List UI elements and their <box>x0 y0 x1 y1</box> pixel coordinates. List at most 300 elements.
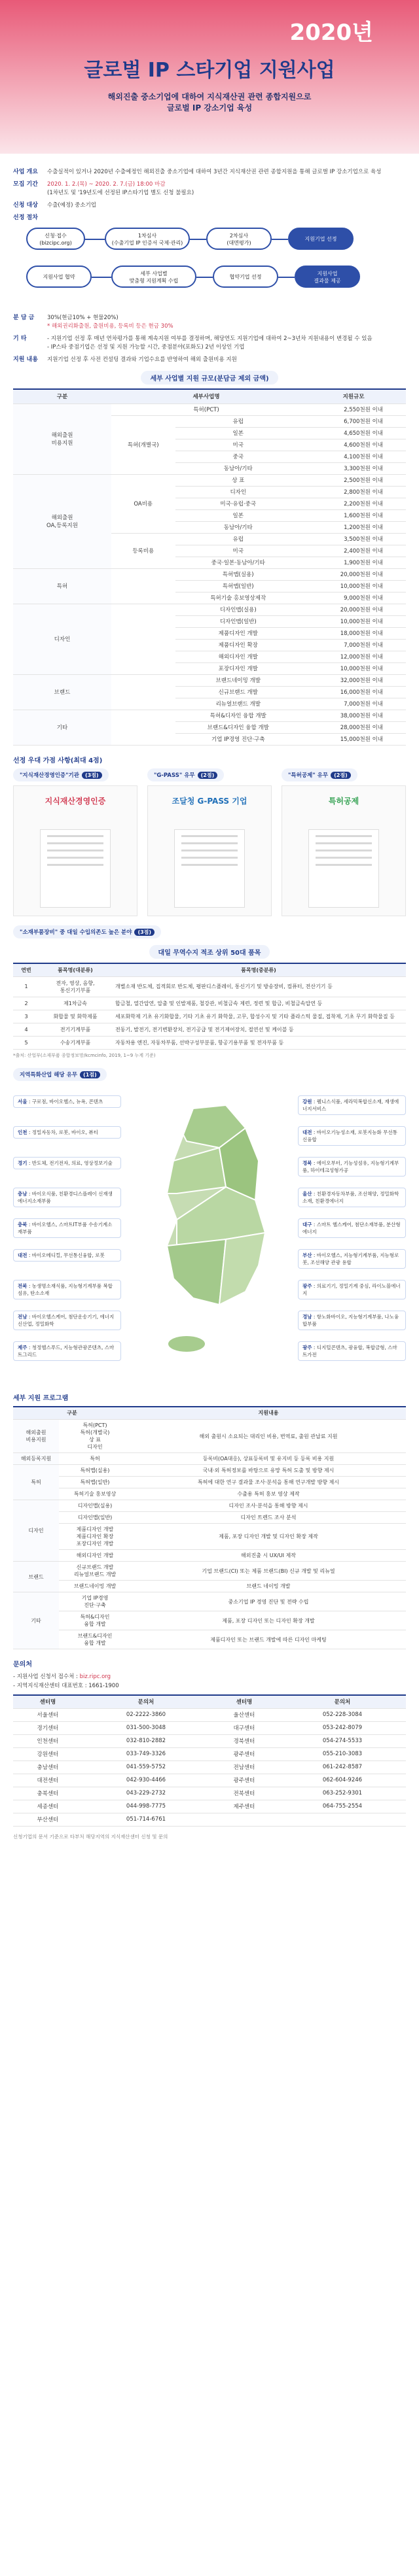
table-row <box>13 1721 406 1734</box>
category-cell: 해외출원 OA,등록지원 <box>13 474 111 568</box>
program-cell: 기업 IP경영 진단·구축 <box>175 733 301 745</box>
region-label-left: 충북 : 바이오헬스, 스마트IT부품 수송기계소재부품 <box>13 1218 121 1238</box>
program-name-cell: 제품디자인 개발 제품디자인 확장 포장디자인 개발 <box>59 1524 131 1550</box>
info-row <box>13 201 406 210</box>
table-row <box>13 1734 406 1747</box>
support-program-body <box>13 1420 406 1649</box>
region-name: 대전 <box>302 1129 312 1135</box>
region-label-right: 대전 : 바이오기능성소재, 로봇지능화 무선통신융합 <box>298 1126 406 1146</box>
program-name-cell: 특허&디자인 융합 개발 <box>59 1611 131 1630</box>
program-cell: 중국·일본·동남아/기타 <box>175 557 301 568</box>
region-label-left: 경기 : 반도체, 전기전자, 의료, 영상정보기술 <box>13 1157 121 1169</box>
bonus-org-card <box>13 768 137 916</box>
region-industries: 디지털콘텐츠, 광융합, 복합금형, 스마트가전 <box>302 1344 397 1358</box>
center-name-cell: 전북센터 <box>210 1787 279 1800</box>
table-row <box>13 1036 406 1049</box>
program-name-cell: 특허기술 홍보영상 <box>59 1488 131 1500</box>
table-row <box>13 1708 406 1721</box>
table-row <box>13 1787 406 1800</box>
program-cell: 중국 <box>175 451 301 462</box>
program-category-cell: 해외출원 비용지원 <box>13 1420 59 1453</box>
program-desc-cell: 기업 브랜드(CI) 또는 제품 브랜드(BI) 신규 개발 및 리뉴얼 <box>131 1562 406 1581</box>
table-row <box>13 1550 406 1562</box>
bonus-orgs <box>0 768 419 916</box>
center-phone-cell: 042-930-4466 <box>82 1774 210 1787</box>
table-row <box>13 1488 406 1500</box>
hero-sub-line1: 해외진출 중소기업에 대하여 지식재산권 관련 종합지원으로 <box>107 92 312 101</box>
table-row <box>13 1813 406 1826</box>
table-header: 지원규모 <box>301 389 406 404</box>
program-cell: 유럽 <box>175 415 301 427</box>
center-name-cell: 경기센터 <box>13 1721 82 1734</box>
region-label-left: 전북 : 농생명소재식품, 지능형기계부품 복합섬유, 탄소소재 <box>13 1280 121 1299</box>
region-industries: 스마트 헬스케어, 첨단소재부품, 분산형에너지 <box>302 1221 401 1235</box>
table-header: 연번 <box>13 963 39 977</box>
center-name-cell: 울산센터 <box>210 1708 279 1721</box>
regional-map-section <box>13 1089 406 1383</box>
selection-flow <box>13 226 406 310</box>
flow-arrow <box>92 277 111 278</box>
region-label-left: 대전 : 바이오메디컬, 무선통신융합, 로봇 <box>13 1249 121 1262</box>
center-name-cell: 부산센터 <box>13 1813 82 1826</box>
amount-cell: 9,000천원 이내 <box>301 592 406 604</box>
amount-cell: 12,000천원 이내 <box>301 651 406 662</box>
table-header: 품목명(대분류) <box>39 963 111 977</box>
flow-step <box>288 228 354 250</box>
info-text <box>47 335 406 352</box>
region-label-left: 서울 : 구로점, 바이오헬스, 뉴욕, 콘텐츠 <box>13 1095 121 1108</box>
center-name-cell: 충남센터 <box>13 1760 82 1774</box>
region-name: 강원 <box>302 1098 312 1105</box>
row-number-cell: 5 <box>13 1036 39 1049</box>
program-desc-cell: 제품디자인 또는 브랜드 개발에 따른 디자인 마케팅 <box>131 1630 406 1649</box>
region-industries: 구로점, 바이오헬스, 뉴욕, 콘텐츠 <box>31 1098 103 1105</box>
flow-step <box>26 228 85 250</box>
region-name: 경북 <box>302 1159 312 1166</box>
flow-arrow <box>85 239 105 240</box>
flow-step <box>111 266 196 288</box>
info-label: 지원 내용 <box>13 356 38 363</box>
info-label: 기 타 <box>13 335 27 342</box>
program-desc-cell: 중소기업 IP 경영 진단 및 전략 수립 <box>131 1592 406 1611</box>
info-label: 사업 개요 <box>13 169 38 175</box>
materials-tag <box>13 925 161 938</box>
support-program-table <box>13 1406 406 1650</box>
flow-arrow <box>272 239 288 240</box>
table-row <box>13 604 406 615</box>
info-text <box>47 214 406 222</box>
support-scale-heading <box>0 371 419 385</box>
flow-step-label: 신청·접수 (bizcipc.org) <box>39 233 72 246</box>
region-industries: 의료기기, 정밀기계 중심, 라이노블에너지 <box>302 1282 401 1296</box>
hero-year: 2020년 <box>289 20 373 46</box>
program-cell: 일본 <box>175 509 301 521</box>
minor-category-cell: 합금철, 열간압연, 압출 및 인발제품, 철강관, 비철금속 제련, 정련 및 합금, 비철금속압연 등 <box>111 997 406 1010</box>
program-name-cell: 신규브랜드 개발 리뉴얼브랜드 개발 <box>59 1562 131 1581</box>
bonus-org-tag-label: "지식재산경영인증"기관 <box>20 772 79 779</box>
program-name-cell: 특허(PCT) 특허(개별국) 상 표 디자인 <box>59 1420 131 1453</box>
region-name: 대전 <box>18 1252 27 1258</box>
flow-step-label: 세부 사업별 맞춤형 지원계획 수립 <box>129 271 179 284</box>
center-name-cell: 충북센터 <box>13 1787 82 1800</box>
program-cell: 특허기술 홍보영상제작 <box>175 592 301 604</box>
bonus-org-tag <box>147 768 224 781</box>
program-cell: 상 표 <box>175 474 301 486</box>
amount-cell: 7,000천원 이내 <box>301 639 406 651</box>
materials-body <box>13 976 406 1049</box>
bonus-points-badge: (2점) <box>331 772 351 779</box>
table-header: 구분 <box>13 389 111 404</box>
support-scale-body <box>13 404 406 745</box>
region-label-left: 인천 : 정밀자동차, 로봇, 바이오, 뷰티 <box>13 1126 121 1139</box>
region-industries: 바이오메디컬, 무선통신융합, 로봇 <box>31 1252 105 1258</box>
table-header: 품목명(중분류) <box>111 963 406 977</box>
major-category-cell: 제1차금속 <box>39 997 111 1010</box>
region-name: 경기 <box>18 1159 27 1166</box>
center-phone-cell: 041-559-5752 <box>82 1760 210 1774</box>
table-header-row <box>13 389 406 404</box>
flow-step <box>213 266 278 288</box>
amount-cell: 10,000천원 이내 <box>301 580 406 592</box>
category-cell: 브랜드 <box>13 674 111 710</box>
region-label-left: 충남 : 바이오식품, 친환경디스플레이 신재생에너지소재부품 <box>13 1188 121 1207</box>
info-label: 신청 대상 <box>13 202 38 209</box>
bonus-points-title: 선정 우대 가점 사항(최대 4점) <box>13 757 103 764</box>
hero-sub-line2: 글로벌 IP 강소기업 육성 <box>166 103 253 112</box>
regional-tag-row <box>13 1068 406 1085</box>
row-number-cell: 3 <box>13 1010 39 1023</box>
certificate-image <box>174 829 245 908</box>
table-row <box>13 1581 406 1592</box>
bonus-org-tag-label: "특허공제" 유무 <box>288 772 329 779</box>
table-row <box>13 1477 406 1488</box>
region-industries: 바이오식품, 친환경디스플레이 신재생에너지소재부품 <box>18 1190 113 1204</box>
program-desc-cell: 국내·외 특허정보를 바탕으로 유망 특허 도출 및 방향 제시 <box>131 1465 406 1477</box>
program-category-cell: 디자인 <box>13 1500 59 1562</box>
info-row <box>13 180 406 197</box>
bonus-org-tag-label: "G-PASS" 유무 <box>154 772 195 779</box>
region-industries: 반도체, 전기전자, 의료, 영상정보기술 <box>31 1159 113 1166</box>
region-industries: 정밀자동차, 로봇, 바이오, 뷰티 <box>31 1129 99 1135</box>
program-cell: 제품디자인 확장 <box>175 639 301 651</box>
flow-step-label: 1차심사 (수출기업 IP 인증서 국제·관리) <box>111 233 183 246</box>
category-cell: 특허 <box>13 568 111 604</box>
program-cell: 동남아/기타 <box>175 521 301 533</box>
region-label-right: 대구 : 스마트 헬스케어, 첨단소재부품, 분산형에너지 <box>298 1218 406 1238</box>
deadline-note: (1차년도 및 '19년도에 선정된 IP스타기업 별도 신청 불필요) <box>47 190 194 196</box>
program-cell: 브랜드&디자인 융합 개발 <box>175 721 301 733</box>
deadline-text: 2020. 1. 2.(목) ~ 2020. 2. 7.(금) 18:00 마감 <box>47 181 166 188</box>
table-header: 문의처 <box>82 1695 210 1708</box>
region-industries: 바이오기능성소재, 로봇지능화 무선통신융합 <box>302 1129 397 1142</box>
center-name-cell: 서울센터 <box>13 1708 82 1721</box>
program-name-cell: 디자인맵(실용) <box>59 1500 131 1512</box>
program-cell: 디자인맵(일반) <box>175 615 301 627</box>
program-desc-cell: 수출용 특허 홍보 영상 제작 <box>131 1488 406 1500</box>
subcategory-cell <box>111 674 175 710</box>
info-label: 선정 절차 <box>13 215 38 221</box>
center-name-cell: 제주센터 <box>210 1800 279 1813</box>
region-name: 대구 <box>302 1221 312 1228</box>
region-name: 전북 <box>18 1282 27 1289</box>
program-cell: 유럽 <box>175 533 301 545</box>
amount-cell: 3,500천원 이내 <box>301 533 406 545</box>
program-desc-cell: 해외 출원시 소요되는 대리인 비용, 번역료, 출원 관납료 지원 <box>131 1420 406 1453</box>
program-desc-cell: 제품, 포장 디자인 또는 디자인 확장 개발 <box>131 1611 406 1630</box>
info-label: 모집 기간 <box>13 181 38 188</box>
bonus-org-card <box>282 768 406 916</box>
bonus-points-badge: (2점) <box>198 772 218 779</box>
region-industries: 바이오헬스, 스마트IT부품 수송기계소재부품 <box>18 1221 113 1235</box>
region-industries: 바이오헬스, 지능형기계부품, 지능형로봇, 조선해양 관광 용합 <box>302 1252 399 1265</box>
region-name: 충남 <box>18 1190 27 1197</box>
minor-category-cell: 자동차용 엔진, 자동차부품, 선박구성부분품, 항공기용부품 및 전자부품 등 <box>111 1036 406 1049</box>
center-name-cell: 세종센터 <box>13 1800 82 1813</box>
center-name-cell: 대전센터 <box>13 1774 82 1787</box>
region-label-right: 경남 : 항노화바이오, 지능형기계부품, 나노융합부품 <box>298 1311 406 1330</box>
certificate-image <box>40 829 111 908</box>
row-number-cell: 4 <box>13 1023 39 1036</box>
minor-category-cell: 전동기, 발전기, 전기변환장치, 전기공급 및 전기제어장치, 절연선 및 케이블 등 <box>111 1023 406 1036</box>
amount-cell: 2,800천원 이내 <box>301 486 406 498</box>
center-phone-cell: 053-242-8079 <box>279 1721 406 1734</box>
program-cell: 특허&디자인 융합 개발 <box>175 710 301 721</box>
region-industries: 에이오부터, 기능성섬유, 지능형기계부품, 하이테크성형가공 <box>302 1159 399 1173</box>
program-category-cell: 브랜드 <box>13 1562 59 1592</box>
flow-arrow <box>278 277 295 278</box>
region-name: 충북 <box>18 1221 27 1228</box>
center-name-cell: 전남센터 <box>210 1760 279 1774</box>
hero-subtitle <box>0 92 419 114</box>
table-row <box>13 1010 406 1023</box>
flow-step <box>206 228 272 250</box>
regional-tag <box>13 1068 107 1081</box>
bonus-points-badge: (3점) <box>134 929 155 936</box>
amount-cell: 1,600천원 이내 <box>301 509 406 521</box>
table-row <box>13 404 406 415</box>
amount-cell: 2,500천원 이내 <box>301 474 406 486</box>
center-name-cell: 인천센터 <box>13 1734 82 1747</box>
info-row <box>13 214 406 222</box>
region-name: 광주 <box>302 1344 312 1350</box>
program-cell: 미국 <box>175 545 301 557</box>
program-desc-cell: 디자인 조사·분석을 통해 방향 제시 <box>131 1500 406 1512</box>
region-industries: 농생명소재식품, 지능형기계부품 복합섬유, 탄소소재 <box>18 1282 113 1296</box>
center-name-cell <box>210 1813 279 1826</box>
table-row <box>13 1465 406 1477</box>
subcategory-cell <box>111 604 175 674</box>
regional-tag-label: 지역특화산업 해당 유무 <box>20 1071 78 1078</box>
table-row <box>13 1500 406 1512</box>
table-header: 지원내용 <box>131 1407 406 1420</box>
materials-source-note: *출처: 산업부(소재부품 종합정보망/kcmcinfo, 2019, 1~9 누계 기준) <box>13 1052 156 1058</box>
table-row <box>13 474 406 486</box>
support-program-title: 세부 지원 프로그램 <box>13 1394 69 1402</box>
center-name-cell: 강원센터 <box>13 1747 82 1760</box>
table-header-row <box>13 1407 406 1420</box>
amount-cell: 38,000천원 이내 <box>301 710 406 721</box>
korea-map <box>147 1102 278 1364</box>
program-cell: 동남아/기타 <box>175 462 301 474</box>
amount-cell: 2,400천원 이내 <box>301 545 406 557</box>
center-phone-cell: 064-755-2554 <box>279 1800 406 1813</box>
region-label-right: 경북 : 에이오부터, 기능성섬유, 지능형기계부품, 하이테크성형가공 <box>298 1157 406 1176</box>
info-row <box>13 335 406 352</box>
minor-category-cell: 세포화학제 기초 유기화합물, 기타 기초 유기 화학물, 고무, 합성수지 및 기타 플라스틱 물질, 접착제, 기초 무기 화학물질 등 <box>111 1010 406 1023</box>
share-text: 30%(현금10% + 현물20%) <box>47 315 118 321</box>
flow-step-label: 지원사업 협약 <box>43 274 75 280</box>
center-name-cell: 경북센터 <box>210 1734 279 1747</box>
amount-cell: 18,000천원 이내 <box>301 627 406 639</box>
program-cell: 특허맵(실용) <box>175 568 301 580</box>
program-name-cell: 특허맵(실용) <box>59 1465 131 1477</box>
table-header: 문의처 <box>279 1695 406 1708</box>
amount-cell: 7,000천원 이내 <box>301 698 406 710</box>
center-phone-cell: 032-810-2882 <box>82 1734 210 1747</box>
region-name: 인천 <box>18 1129 27 1135</box>
region-label-right: 광주 : 의료기기, 정밀기계 중심, 라이노블에너지 <box>298 1280 406 1299</box>
gpass-logo: 조달청 G-PASS 기업 <box>172 796 247 806</box>
info-text <box>47 314 406 331</box>
amount-cell: 1,900천원 이내 <box>301 557 406 568</box>
region-industries: 친환경자동차부품, 조선해양, 정밀화학소재, 친환경에너지 <box>302 1190 399 1204</box>
region-label-right: 광주 : 디지털콘텐츠, 광융합, 복합금형, 스마트가전 <box>298 1341 406 1361</box>
region-label-right: 강원 : 웰니스식품, 세라믹복합신소재, 재생에너지서비스 <box>298 1095 406 1115</box>
region-label-left: 전남 : 바이오헬스케어, 첨단운송기기, 에너지신산업, 정밀화학 <box>13 1311 121 1330</box>
flow-step-label: 지원기업 선정 <box>304 236 337 242</box>
info-text: 지원기업 선정 후 사전 컨설팅 결과와 기업수요를 반영하여 해외 출원비용 지원 <box>47 356 237 363</box>
program-desc-cell: 등록비(OA대응), 상표등록비 및 유지비 등 등록 비용 지원 <box>131 1453 406 1465</box>
region-label-left: 제주 : 청정헬스푸드, 지능형관광콘텐츠, 스마트그리드 <box>13 1341 121 1361</box>
program-cell: 포장디자인 개발 <box>175 662 301 674</box>
program-name-cell: 특허 <box>59 1453 131 1465</box>
centers-body <box>13 1708 406 1826</box>
category-cell: 기타 <box>13 710 111 745</box>
share-note: * 해외권리화출원, 출원비용, 등록비 등은 현금 30% <box>47 323 173 330</box>
section-title: 세부 사업별 지원 규모(분담금 제외 금액) <box>141 371 278 385</box>
bonus-org-card <box>147 768 272 916</box>
center-phone-cell: 061-242-8587 <box>279 1760 406 1774</box>
region-label-right: 부산 : 바이오헬스, 지능형기계부품, 지능형로봇, 조선해양 관광 용합 <box>298 1249 406 1269</box>
info-row <box>13 356 406 364</box>
program-cell: 신규브랜드 개발 <box>175 686 301 698</box>
region-name: 경남 <box>302 1313 312 1320</box>
table-row <box>13 1420 406 1453</box>
center-phone-cell: 054-274-5533 <box>279 1734 406 1747</box>
center-phone-cell: 051-714-6761 <box>82 1813 210 1826</box>
center-phone-cell: 033-749-3326 <box>82 1747 210 1760</box>
amount-cell: 28,000천원 이내 <box>301 721 406 733</box>
amount-cell: 4,650천원 이내 <box>301 427 406 439</box>
section-title: 대일 무역수지 적조 상위 50대 품목 <box>149 945 270 959</box>
center-phone-cell: 043-229-2732 <box>82 1787 210 1800</box>
program-cell: 디자인 <box>175 486 301 498</box>
flow-step <box>295 266 360 288</box>
flow-step <box>26 266 92 288</box>
table-row <box>13 1611 406 1630</box>
table-row <box>13 568 406 580</box>
program-name-cell: 브랜드네이밍 개발 <box>59 1581 131 1592</box>
amount-cell: 16,000천원 이내 <box>301 686 406 698</box>
table-header: 구분 <box>13 1407 131 1420</box>
etc-text: - 지원기업 선정 후 매년 연차평가를 통해 계속지원 여부를 결정하며, 해당연도 지원기업에 대하여 2~3년차 지원내용이 변경될 수 있음 <box>47 335 373 342</box>
table-row <box>13 1524 406 1550</box>
center-phone-cell: 052-228-3084 <box>279 1708 406 1721</box>
category-cell: 해외출원 비용지원 <box>13 404 111 474</box>
center-name-cell: 광주센터 <box>210 1774 279 1787</box>
info-row <box>13 168 406 177</box>
table-row <box>13 1453 406 1465</box>
subcategory-cell: 등록비용 <box>111 533 175 568</box>
program-cell: 일본 <box>175 427 301 439</box>
program-desc-cell: 해외진출 시 UX/UI 제작 <box>131 1550 406 1562</box>
application-link[interactable]: biz.ripc.org <box>79 1674 111 1680</box>
footnote: 신청기업의 문서 기준으로 타부처 해당지역의 지식재산센터 신청 및 문의 <box>13 1833 168 1840</box>
ip-management-logo: 지식재산경영인증 <box>45 796 106 806</box>
materials-table-wrap <box>0 963 419 1059</box>
program-name-cell: 브랜드&디자인 융합 개발 <box>59 1630 131 1649</box>
amount-cell: 1,200천원 이내 <box>301 521 406 533</box>
subcategory-cell <box>111 568 175 604</box>
program-category-cell: 기타 <box>13 1592 59 1649</box>
table-header: 세부사업명 <box>111 389 301 404</box>
info-label: 분 담 금 <box>13 315 35 321</box>
info-text <box>47 180 406 197</box>
bonus-org-box <box>147 785 272 916</box>
region-industries: 웰니스식품, 세라믹복합신소재, 재생에너지서비스 <box>302 1098 399 1112</box>
certificate-image <box>308 829 379 908</box>
amount-cell: 20,000천원 이내 <box>301 604 406 615</box>
program-desc-cell: 제품, 포장 디자인 개발 및 디자인 확장 제작 <box>131 1524 406 1550</box>
table-header-row <box>13 1695 406 1708</box>
amount-cell: 15,000천원 이내 <box>301 733 406 745</box>
info-text: 수출실적이 있거나 2020년 수출예정인 해외진출 중소기업에 대하여 3년간 지식재산권 관련 종합지원을 통해 글로벌 IP 강소기업으로 육성 <box>47 169 382 175</box>
amount-cell: 4,600천원 이내 <box>301 439 406 451</box>
region-name: 전남 <box>18 1313 27 1320</box>
amount-cell: 6,700천원 이내 <box>301 415 406 427</box>
program-category-cell: 특허 <box>13 1465 59 1500</box>
flow-step-label: 협약기업 선정 <box>229 274 262 280</box>
table-row <box>13 1023 406 1036</box>
table-row <box>13 1592 406 1611</box>
flow-step-label: 2차심사 (대면평가) <box>227 233 251 246</box>
table-row <box>13 997 406 1010</box>
region-name: 제주 <box>18 1344 27 1350</box>
centers-table-wrap <box>0 1694 419 1827</box>
amount-cell: 2,550천원 이내 <box>301 404 406 415</box>
center-phone-cell: 062-604-9246 <box>279 1774 406 1787</box>
subcategory-cell: OA비용 <box>111 474 175 533</box>
contact-line <box>13 1672 406 1681</box>
program-cell: 해외디자인 개발 <box>175 651 301 662</box>
region-industries: 바이오헬스케어, 첨단운송기기, 에너지신산업, 정밀화학 <box>18 1313 115 1327</box>
bonus-points-badge: (1점) <box>80 1071 100 1078</box>
centers-table <box>13 1694 406 1827</box>
flow-step <box>105 228 190 250</box>
support-program-wrap <box>0 1406 419 1650</box>
table-header: 센터명 <box>13 1695 82 1708</box>
region-industries: 항노화바이오, 지능형기계부품, 나노융합부품 <box>302 1313 399 1327</box>
bonus-org-box <box>282 785 406 916</box>
major-category-cell: 전자, 영상, 음향, 통신기기부품 <box>39 976 111 997</box>
amount-cell: 3,300천원 이내 <box>301 462 406 474</box>
table-row <box>13 1747 406 1760</box>
category-cell: 디자인 <box>13 604 111 674</box>
table-row <box>13 674 406 686</box>
program-name-cell: 해외디자인 개발 <box>59 1550 131 1562</box>
major-category-cell: 전기기계부품 <box>39 1023 111 1036</box>
support-scale-table-wrap <box>0 388 419 746</box>
